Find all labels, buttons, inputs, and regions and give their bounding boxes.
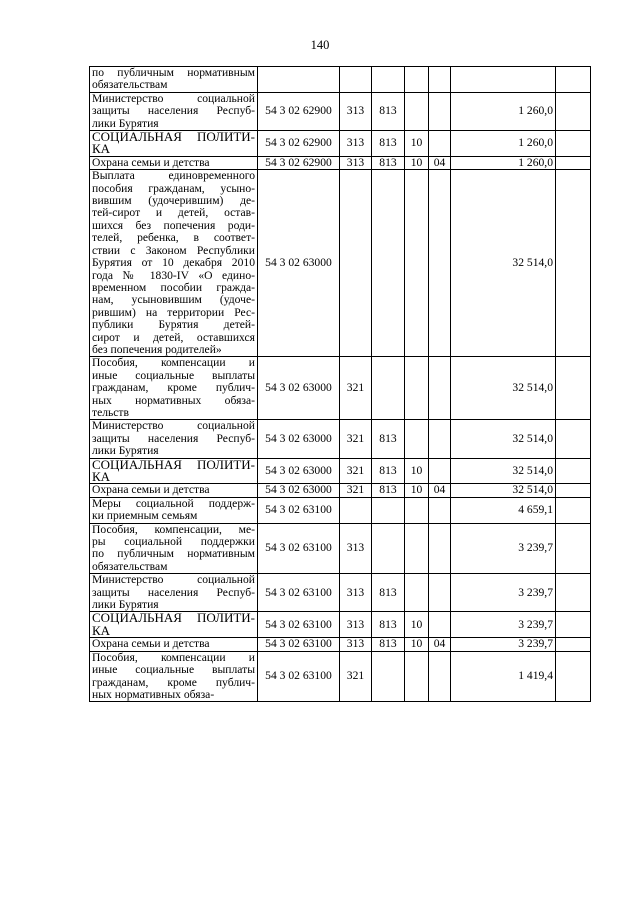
row-name-line: КА — [92, 141, 111, 157]
row-amount-cell: 3 239,7 — [451, 523, 556, 574]
row-csr-cell: 54 3 02 63100 — [258, 497, 340, 523]
row-name-line: гражданам, кроме публич- — [92, 675, 255, 689]
row-name-cell — [90, 574, 258, 612]
row-name-line: по публичным нормативным — [92, 547, 255, 561]
row-name-line: вившим (удочерившим) де- — [92, 194, 255, 208]
row-grbs-cell — [372, 170, 405, 357]
table-row — [90, 497, 591, 523]
row-grbs-cell: 813 — [372, 131, 405, 157]
row-extra-cell — [556, 612, 591, 638]
row-name-line: телей, ребенка, в соответ- — [92, 231, 255, 245]
row-name-line: года № 1830-IV «О едино- — [92, 268, 255, 282]
row-section-cell — [405, 651, 429, 702]
row-amount-cell: 32 514,0 — [451, 458, 556, 484]
row-grbs-cell: 813 — [372, 458, 405, 484]
row-name-cell — [90, 523, 258, 574]
row-name-line: публики Бурятия детей- — [92, 318, 255, 332]
row-section-cell: 10 — [405, 458, 429, 484]
row-grbs-cell: 813 — [372, 420, 405, 458]
row-grbs-cell: 813 — [372, 92, 405, 130]
row-name-line: обязательствам — [92, 559, 168, 573]
row-extra-cell — [556, 170, 591, 357]
row-extra-cell — [556, 357, 591, 420]
table-row — [90, 638, 591, 651]
row-amount-cell: 1 260,0 — [451, 156, 556, 169]
row-section-cell: 10 — [405, 131, 429, 157]
row-section-cell — [405, 67, 429, 93]
budget-table — [89, 66, 591, 702]
row-extra-cell — [556, 458, 591, 484]
row-csr-cell — [258, 67, 340, 93]
row-name-cell — [90, 458, 258, 484]
row-name-line: гражданам, кроме публич- — [92, 381, 255, 395]
row-amount-cell: 3 239,7 — [451, 612, 556, 638]
row-csr-cell: 54 3 02 63000 — [258, 484, 340, 497]
row-extra-cell — [556, 497, 591, 523]
row-subsection-cell: 04 — [429, 156, 451, 169]
row-name-line: тельств — [92, 405, 129, 419]
row-subsection-cell — [429, 92, 451, 130]
row-name-cell — [90, 638, 258, 651]
row-vr-cell — [340, 170, 372, 357]
row-vr-cell: 313 — [340, 523, 372, 574]
row-vr-cell: 313 — [340, 156, 372, 169]
table-row — [90, 131, 591, 157]
row-name-cell — [90, 67, 258, 93]
row-extra-cell — [556, 156, 591, 169]
table-body — [90, 67, 591, 702]
row-name-line: ных нормативных обяза- — [92, 393, 255, 407]
row-name-line: Пособия, компенсации, ме- — [92, 522, 255, 536]
row-csr-cell: 54 3 02 63000 — [258, 420, 340, 458]
row-name-line: Охрана семьи и детства — [92, 483, 210, 497]
row-name-line: сирот и детей, оставшихся — [92, 330, 255, 344]
row-vr-cell: 321 — [340, 458, 372, 484]
row-name-line: Охрана семьи и детства — [92, 637, 210, 651]
row-vr-cell: 313 — [340, 574, 372, 612]
row-name-line: без попечения родителей» — [92, 342, 222, 356]
table-row — [90, 92, 591, 130]
row-grbs-cell — [372, 357, 405, 420]
row-amount-cell: 1 260,0 — [451, 131, 556, 157]
row-amount-cell: 32 514,0 — [451, 484, 556, 497]
row-grbs-cell: 813 — [372, 638, 405, 651]
row-vr-cell: 321 — [340, 651, 372, 702]
row-grbs-cell — [372, 651, 405, 702]
row-name-line: иные социальные выплаты — [92, 368, 255, 382]
row-extra-cell — [556, 638, 591, 651]
row-section-cell: 10 — [405, 612, 429, 638]
row-extra-cell — [556, 92, 591, 130]
row-vr-cell: 321 — [340, 420, 372, 458]
row-name-line: шихся без попечения роди- — [92, 218, 255, 232]
row-name-line: защиты населения Респуб- — [92, 104, 255, 118]
row-name-cell — [90, 420, 258, 458]
row-name-line: временном пособии гражда- — [92, 280, 255, 294]
row-section-cell — [405, 170, 429, 357]
row-csr-cell: 54 3 02 63100 — [258, 523, 340, 574]
row-section-cell: 10 — [405, 638, 429, 651]
row-csr-cell: 54 3 02 63100 — [258, 574, 340, 612]
row-csr-cell: 54 3 02 63000 — [258, 357, 340, 420]
row-vr-cell: 313 — [340, 638, 372, 651]
row-csr-cell: 54 3 02 63100 — [258, 612, 340, 638]
row-name-line: Пособия, компенсации и — [92, 356, 255, 370]
row-name-line: КА — [92, 469, 111, 484]
row-name-line: Охрана семьи и детства — [92, 155, 210, 169]
row-amount-cell: 3 239,7 — [451, 574, 556, 612]
row-vr-cell: 321 — [340, 484, 372, 497]
row-name-line: Выплата единовременного — [92, 169, 255, 183]
row-name-line: пособия гражданам, усыно- — [92, 181, 255, 195]
row-csr-cell: 54 3 02 63100 — [258, 651, 340, 702]
row-name-line: по публичным нормативным — [92, 66, 255, 79]
row-extra-cell — [556, 484, 591, 497]
row-name-line: Меры социальной поддерж- — [92, 496, 255, 510]
row-name-line: рившим) на территории Рес- — [92, 305, 255, 319]
row-name-cell — [90, 357, 258, 420]
row-vr-cell: 313 — [340, 131, 372, 157]
row-vr-cell: 321 — [340, 357, 372, 420]
row-amount-cell: 32 514,0 — [451, 170, 556, 357]
table-row — [90, 523, 591, 574]
row-grbs-cell — [372, 67, 405, 93]
row-amount-cell: 32 514,0 — [451, 357, 556, 420]
row-subsection-cell — [429, 497, 451, 523]
row-subsection-cell — [429, 651, 451, 702]
table-row — [90, 156, 591, 169]
row-name-cell — [90, 484, 258, 497]
row-csr-cell: 54 3 02 62900 — [258, 131, 340, 157]
row-subsection-cell — [429, 458, 451, 484]
row-name-cell — [90, 497, 258, 523]
row-grbs-cell — [372, 523, 405, 574]
table-row — [90, 357, 591, 420]
row-grbs-cell: 813 — [372, 484, 405, 497]
row-csr-cell: 54 3 02 63100 — [258, 638, 340, 651]
row-vr-cell — [340, 67, 372, 93]
row-subsection-cell — [429, 574, 451, 612]
row-subsection-cell — [429, 612, 451, 638]
row-amount-cell: 4 659,1 — [451, 497, 556, 523]
row-grbs-cell: 813 — [372, 574, 405, 612]
row-grbs-cell: 813 — [372, 612, 405, 638]
table-row — [90, 420, 591, 458]
row-vr-cell — [340, 497, 372, 523]
row-name-cell — [90, 131, 258, 157]
row-name-line: СОЦИАЛЬНАЯ ПОЛИТИ- — [92, 456, 255, 472]
row-name-line: ствии с Законом Республики — [92, 243, 255, 257]
row-section-cell — [405, 574, 429, 612]
row-extra-cell — [556, 67, 591, 93]
table-row — [90, 651, 591, 702]
row-name-line: лики Бурятия — [92, 116, 159, 130]
row-name-line: ры социальной поддержки — [92, 535, 255, 549]
row-name-line: СОЦИАЛЬНАЯ ПОЛИТИ- — [92, 129, 255, 145]
row-name-line: Пособия, компенсации и — [92, 650, 255, 664]
row-amount-cell: 1 260,0 — [451, 92, 556, 130]
row-name-line: иные социальные выплаты — [92, 663, 255, 677]
row-extra-cell — [556, 574, 591, 612]
row-subsection-cell: 04 — [429, 638, 451, 651]
row-subsection-cell — [429, 170, 451, 357]
row-grbs-cell — [372, 497, 405, 523]
row-subsection-cell — [429, 357, 451, 420]
row-extra-cell — [556, 131, 591, 157]
row-amount-cell: 1 419,4 — [451, 651, 556, 702]
row-extra-cell — [556, 420, 591, 458]
row-name-line: обязательствам — [92, 78, 168, 92]
row-subsection-cell — [429, 523, 451, 574]
row-section-cell — [405, 497, 429, 523]
row-name-line: ки приемным семьям — [92, 509, 198, 523]
row-name-cell — [90, 170, 258, 357]
row-name-line: КА — [92, 622, 111, 638]
row-csr-cell: 54 3 02 62900 — [258, 156, 340, 169]
row-name-line: Министерство социальной — [92, 419, 255, 433]
row-grbs-cell: 813 — [372, 156, 405, 169]
row-csr-cell: 54 3 02 63000 — [258, 458, 340, 484]
row-name-line: нам, усыновившим (удоче- — [92, 293, 255, 307]
row-name-cell — [90, 92, 258, 130]
row-name-line: защиты населения Респуб- — [92, 431, 255, 445]
row-amount-cell: 3 239,7 — [451, 638, 556, 651]
table-row — [90, 612, 591, 638]
row-section-cell — [405, 357, 429, 420]
row-section-cell — [405, 523, 429, 574]
row-amount-cell — [451, 67, 556, 93]
table-row — [90, 67, 591, 93]
row-subsection-cell — [429, 131, 451, 157]
row-name-line: Министерство социальной — [92, 91, 255, 105]
row-name-line: СОЦИАЛЬНАЯ ПОЛИТИ- — [92, 610, 255, 626]
row-name-cell — [90, 651, 258, 702]
row-name-line: тей-сирот и детей, остав- — [92, 206, 255, 220]
row-name-line: Бурятия от 10 декабря 2010 — [92, 256, 255, 270]
row-name-cell — [90, 156, 258, 169]
row-name-line: Министерство социальной — [92, 573, 255, 587]
row-amount-cell: 32 514,0 — [451, 420, 556, 458]
row-name-line: лики Бурятия — [92, 598, 159, 612]
row-subsection-cell: 04 — [429, 484, 451, 497]
row-subsection-cell — [429, 420, 451, 458]
row-csr-cell: 54 3 02 63000 — [258, 170, 340, 357]
row-extra-cell — [556, 651, 591, 702]
row-section-cell: 10 — [405, 156, 429, 169]
row-extra-cell — [556, 523, 591, 574]
page-number: 140 — [310, 38, 330, 52]
row-section-cell — [405, 420, 429, 458]
row-vr-cell: 313 — [340, 612, 372, 638]
row-name-cell — [90, 612, 258, 638]
row-name-line: ных нормативных обяза- — [92, 687, 215, 701]
table-row — [90, 170, 591, 357]
table-row — [90, 458, 591, 484]
row-name-line: лики Бурятия — [92, 444, 159, 458]
table-row — [90, 574, 591, 612]
row-subsection-cell — [429, 67, 451, 93]
row-section-cell: 10 — [405, 484, 429, 497]
table-row — [90, 484, 591, 497]
row-csr-cell: 54 3 02 62900 — [258, 92, 340, 130]
row-name-line: защиты населения Респуб- — [92, 585, 255, 599]
row-vr-cell: 313 — [340, 92, 372, 130]
row-section-cell — [405, 92, 429, 130]
